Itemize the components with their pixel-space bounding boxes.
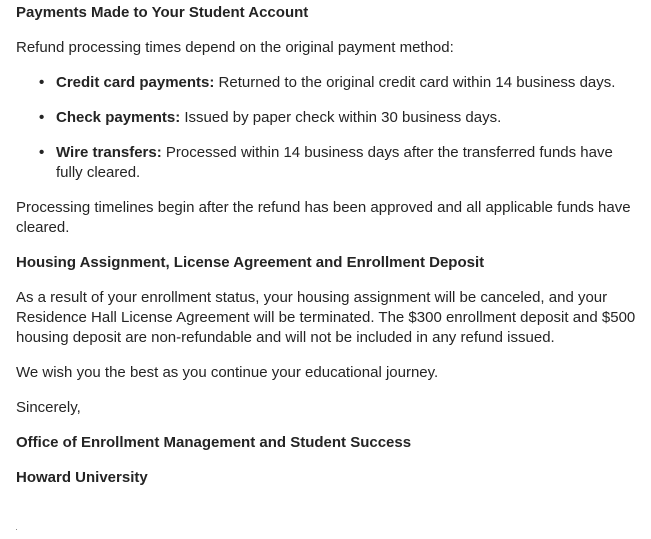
signoff: Sincerely, — [16, 399, 81, 416]
bullet-icon: • — [39, 74, 45, 91]
office-signature: Office of Enrollment Management and Student Success — [16, 434, 412, 451]
list-item-label: Credit card payments: — [56, 74, 215, 91]
closing-wish: We wish you the best as you continue your educational journey. — [16, 364, 439, 381]
refund-intro: Refund processing times depend on the original payment method: — [16, 39, 454, 56]
list-item-text: Returned to the original credit card within 14 business days. — [214, 74, 616, 91]
processing-note: Processing timelines begin after the refund has been approved and all applicable funds have cleared. — [16, 199, 631, 236]
payments-heading: Payments Made to Your Student Account — [16, 4, 309, 21]
bullet-icon: • — [39, 144, 45, 161]
letter-body — [16, 3, 636, 503]
list-item-wire-transfer — [39, 143, 636, 183]
housing-body: As a result of your enrollment status, your housing assignment will be canceled, and your Residence Hall License Agreement will be terminated. The $300 enrollment deposit and $500 housing deposit are non-refundable and will not be included in any refund issued. — [16, 289, 636, 346]
list-item-label: Check payments: — [56, 109, 181, 126]
list-item-text: Processed within 14 business days after the transferred funds have fully cleared. — [56, 144, 613, 181]
housing-heading: Housing Assignment, License Agreement and Enrollment Deposit — [16, 254, 485, 271]
list-item-label: Wire transfers: — [56, 144, 162, 161]
bullet-icon: • — [39, 109, 45, 126]
list-item-credit-card — [39, 73, 636, 93]
list-item-text: Issued by paper check within 30 business days. — [180, 109, 502, 126]
university-signature: Howard University — [16, 469, 148, 486]
trailing-mark — [16, 529, 17, 530]
list-item-check — [39, 108, 636, 128]
payment-method-list — [16, 73, 636, 183]
